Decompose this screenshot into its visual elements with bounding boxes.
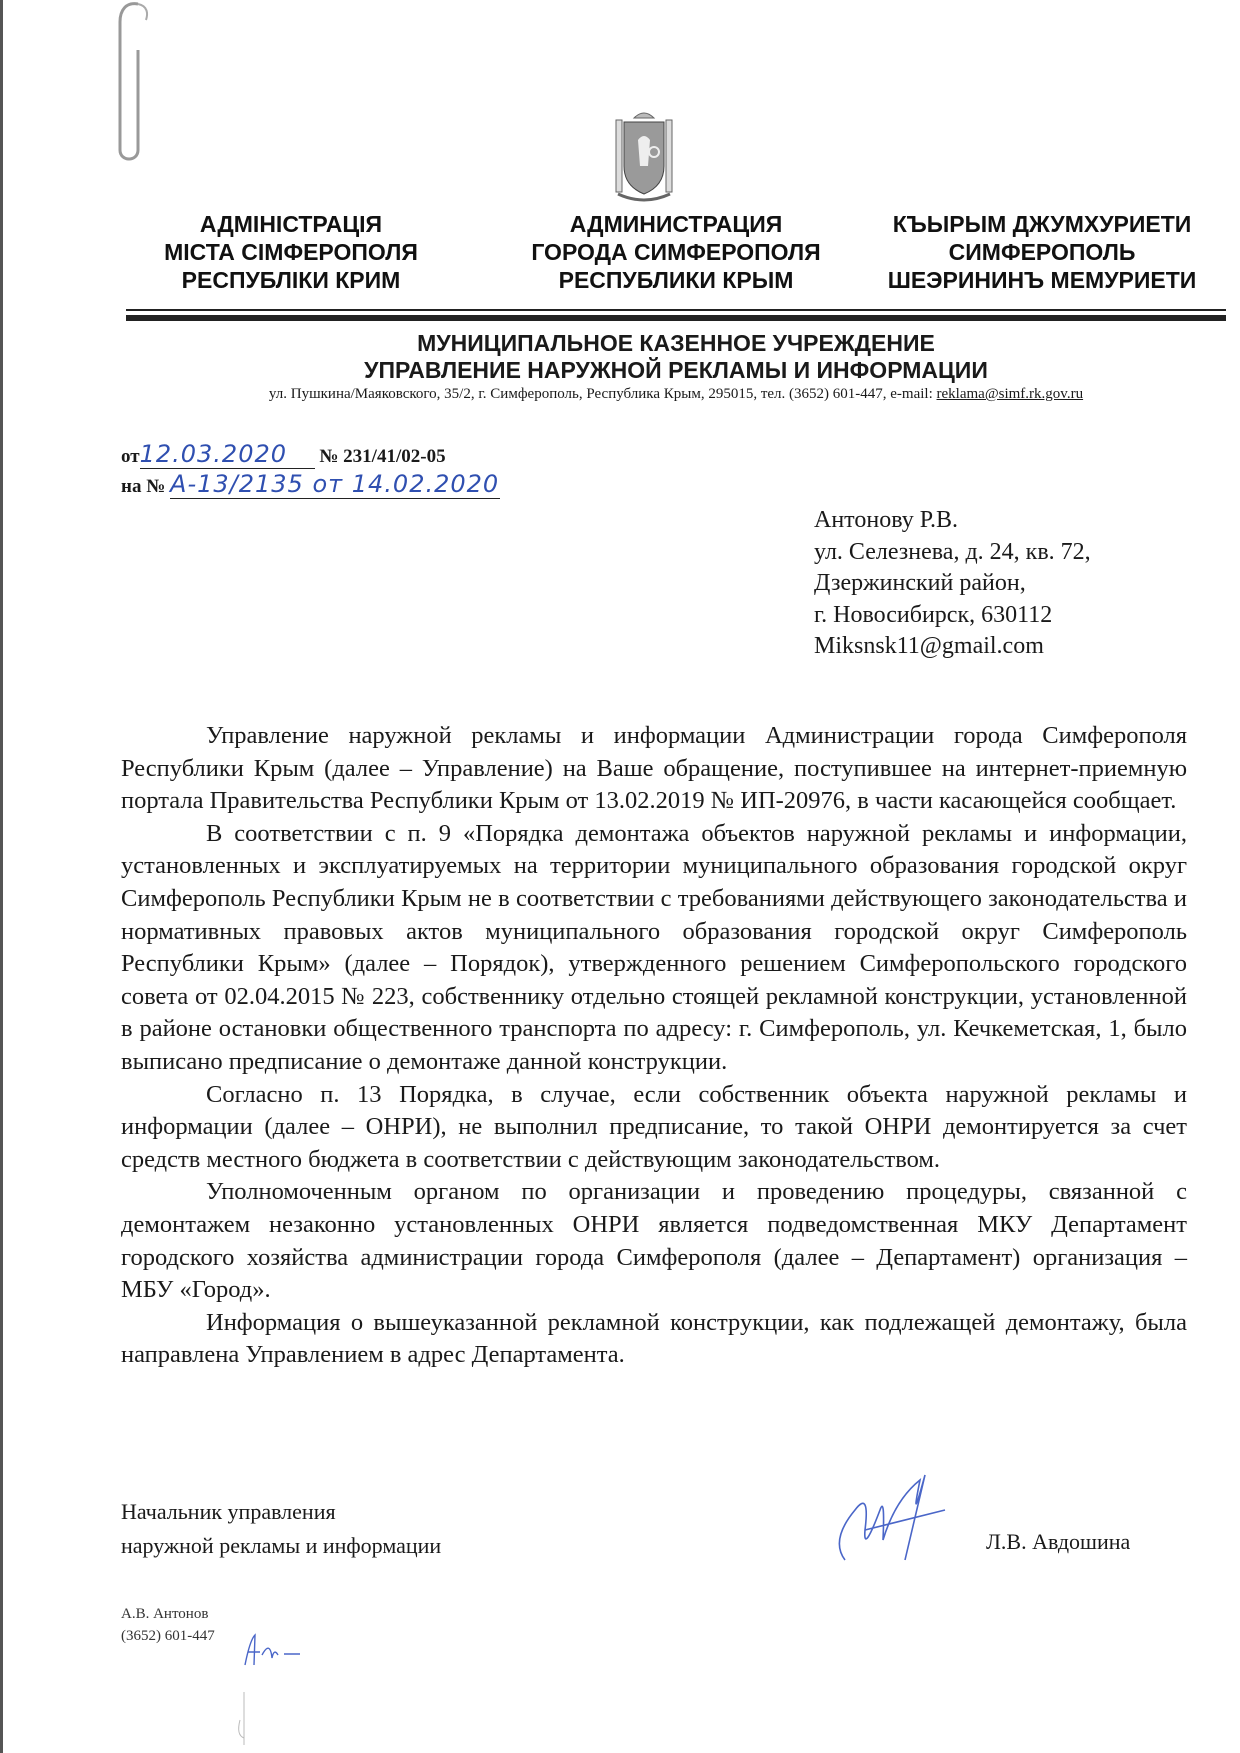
- pencil-mark: [230, 1690, 260, 1750]
- recipient-city: г. Новосибирск, 630112: [814, 601, 1053, 628]
- body-paragraph: Согласно п. 13 Порядка, в случае, если собственник объекта наружной рекламы и информации (далее – ОНРИ), не выполнил предписание, то такой ОНРИ демонтируется за счет средств местного бюджета в соответствии с действующим законодательством.: [121, 1080, 1187, 1173]
- handwritten-signature: [825, 1470, 965, 1570]
- header-divider-thin: [126, 309, 1226, 311]
- organization-address: [126, 386, 1226, 403]
- header-line: МІСТА СІМФЕРОПОЛЯ: [164, 239, 418, 265]
- header-ukrainian: [111, 210, 471, 294]
- executor-phone: (3652) 601-447: [121, 1628, 215, 1644]
- executor-name: А.В. Антонов: [121, 1606, 209, 1622]
- recipient-street: ул. Селезнева, д. 24, кв. 72,: [814, 538, 1091, 565]
- handwritten-date: 12.03.2020: [140, 440, 315, 469]
- address-text: ул. Пушкина/Маяковского, 35/2, г. Симферополь, Республика Крым, 295015, тел. (3652) 601-447, e-mail:: [268, 386, 937, 402]
- header-crimean-tatar: [862, 210, 1222, 294]
- organization-title: [126, 330, 1226, 384]
- outgoing-number: [121, 440, 446, 469]
- header-line: РЕСПУБЛИКИ КРЫМ: [558, 267, 794, 293]
- recipient-email: Miksnsk11@gmail.com: [814, 633, 1044, 659]
- position-line-2: наружной рекламы и информации: [121, 1533, 442, 1558]
- recipient-block: [814, 505, 1091, 663]
- header-line: АДМИНИСТРАЦИЯ: [569, 211, 783, 237]
- scan-edge: [0, 0, 3, 1753]
- letter-body: [121, 720, 1187, 1372]
- signatory-name: Л.В. Авдошина: [986, 1529, 1131, 1554]
- org-line-2: УПРАВЛЕНИЕ НАРУЖНОЙ РЕКЛАМЫ И ИНФОРМАЦИИ: [364, 357, 988, 383]
- header-line: АДМІНІСТРАЦІЯ: [199, 211, 383, 237]
- reference-number: [121, 470, 500, 499]
- document-number: № 231/41/02-05: [319, 446, 446, 467]
- handwritten-reference: А-13/2135 от 14.02.2020: [170, 470, 500, 498]
- signatory-position: [121, 1495, 441, 1563]
- email-link[interactable]: reklama@simf.rk.gov.ru: [936, 386, 1084, 402]
- position-line-1: Начальник управления: [121, 1499, 336, 1524]
- handwritten-initials: [240, 1630, 310, 1670]
- ref-label: на №: [121, 476, 166, 497]
- body-paragraph: Информация о вышеуказанной рекламной конструкции, как подлежащей демонтажу, была направлена Управлением в адрес Департамента.: [121, 1308, 1187, 1369]
- header-line: ГОРОДА СИМФЕРОПОЛЯ: [531, 239, 821, 265]
- body-paragraph: Управление наружной рекламы и информации Администрации города Симферополя Республики Крым (далее – Управление) на Ваше обращение, поступившее на интернет-приемную портала Правительства Республики Крым от 13.02.2019 № ИП-20976, в части касающейся сообщает.: [121, 722, 1187, 815]
- header-divider-thick: [126, 315, 1226, 321]
- org-line-1: МУНИЦИПАЛЬНОЕ КАЗЕННОЕ УЧРЕЖДЕНИЕ: [417, 330, 935, 356]
- recipient-name: Антонову Р.В.: [814, 507, 959, 533]
- header-line: РЕСПУБЛІКИ КРИМ: [181, 267, 401, 293]
- header-line: СИМФЕРОПОЛЬ: [948, 239, 1136, 265]
- recipient-district: Дзержинский район,: [814, 570, 1026, 596]
- executor-block: [121, 1603, 215, 1647]
- body-paragraph: Уполномоченным органом по организации и проведению процедуры, связанной с демонтажем незаконно установленных ОНРИ является подведомственная МКУ Департамент городского хозяйства администрации города Симферополя (далее – Департамент) организация – МБУ «Город».: [121, 1178, 1187, 1304]
- header-line: КЪЫРЫМ ДЖУМХУРИЕТИ: [892, 211, 1192, 237]
- header-russian: [496, 210, 856, 294]
- crimea-coat-of-arms-emblem: [610, 110, 678, 208]
- body-paragraph: В соответствии с п. 9 «Порядка демонтажа объектов наружной рекламы и информации, установленных и эксплуатируемых на территории муниципального образования городской округ Симферополь Республики Крым не в соответствии с требованиями действующего законодательства и нормативных правовых актов муниципального образования городской округ Симферополь Республики Крым» (далее – Порядок), утвержденного решением Симферопольского городского совета от 02.04.2015 № 223, собственнику отдельно стоящей рекламной конструкции, установленной в районе остановки общественного транспорта по адресу: г. Симферополь, ул. Кечкеметская, 1, было выписано предписание о демонтаже данной конструкции.: [121, 819, 1187, 1075]
- paperclip-icon: [108, 0, 152, 165]
- header-line: ШЕЭРИНИНЪ МЕМУРИЕТИ: [887, 267, 1197, 293]
- from-label: от: [121, 446, 140, 467]
